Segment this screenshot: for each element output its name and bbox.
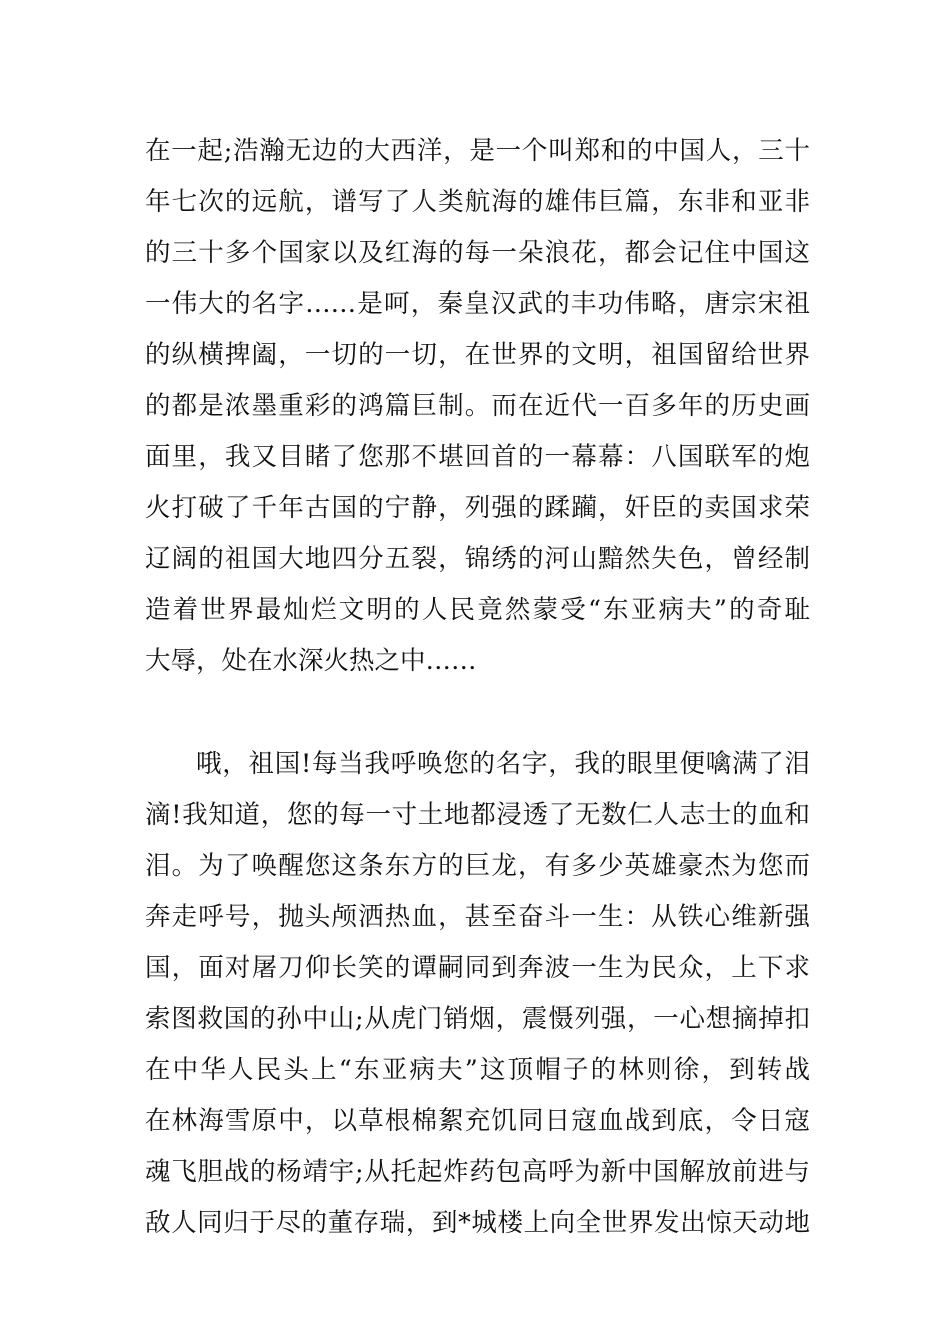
- text-line: 滴!我知道，您的每一寸土地都浸透了无数仁人志士的血和: [145, 800, 810, 830]
- text-line: 魂飞胆战的杨靖宇;从托起炸药包高呼为新中国解放前进与: [145, 1157, 810, 1187]
- text-line: 敌人同归于尽的董存瑞，到*城楼上向全世界发出惊天动地: [145, 1208, 810, 1238]
- text-line: 哦，祖国!每当我呼唤您的名字，我的眼里便噙满了泪: [196, 749, 810, 779]
- text-line: 的纵横捭阖，一切的一切，在世界的文明，祖国留给世界: [145, 340, 810, 370]
- text-line: 的三十多个国家以及红海的每一朵浪花，都会记住中国这: [145, 238, 810, 268]
- text-line: 索图救国的孙中山;从虎门销烟，震慑列强，一心想摘掉扣: [145, 1004, 810, 1034]
- text-line: 大辱，处在水深火热之中……: [145, 646, 477, 676]
- text-line: 的都是浓墨重彩的鸿篇巨制。而在近代一百多年的历史画: [145, 391, 810, 421]
- text-line: 在中华人民头上“东亚病夫”这顶帽子的林则徐，到转战: [145, 1055, 810, 1085]
- paragraph-1: [145, 126, 810, 687]
- text-line: 在林海雪原中，以草根棉絮充饥同日寇血战到底，令日寇: [145, 1106, 810, 1136]
- text-line: 辽阔的祖国大地四分五裂，锦绣的河山黯然失色，曾经制: [145, 544, 810, 574]
- text-line: 在一起;浩瀚无边的大西洋，是一个叫郑和的中国人，三十: [145, 136, 810, 166]
- paragraph-2: [145, 739, 810, 1249]
- text-line: 奔走呼号，抛头颅洒热血，甚至奋斗一生：从铁心维新强: [145, 902, 810, 932]
- text-line: 造着世界最灿烂文明的人民竟然蒙受“东亚病夫”的奇耻: [145, 595, 810, 625]
- text-line: 一伟大的名字……是呵，秦皇汉武的丰功伟略，唐宗宋祖: [145, 289, 810, 319]
- text-line: 泪。为了唤醒您这条东方的巨龙，有多少英雄豪杰为您而: [145, 851, 810, 881]
- text-line: 面里，我又目睹了您那不堪回首的一幕幕：八国联军的炮: [145, 442, 810, 472]
- text-line: 火打破了千年古国的宁静，列强的蹂躏，奸臣的卖国求荣: [145, 493, 810, 523]
- text-line: 年七次的远航，谱写了人类航海的雄伟巨篇，东非和亚非: [145, 187, 810, 217]
- text-line: 国，面对屠刀仰长笑的谭嗣同到奔波一生为民众，上下求: [145, 953, 810, 983]
